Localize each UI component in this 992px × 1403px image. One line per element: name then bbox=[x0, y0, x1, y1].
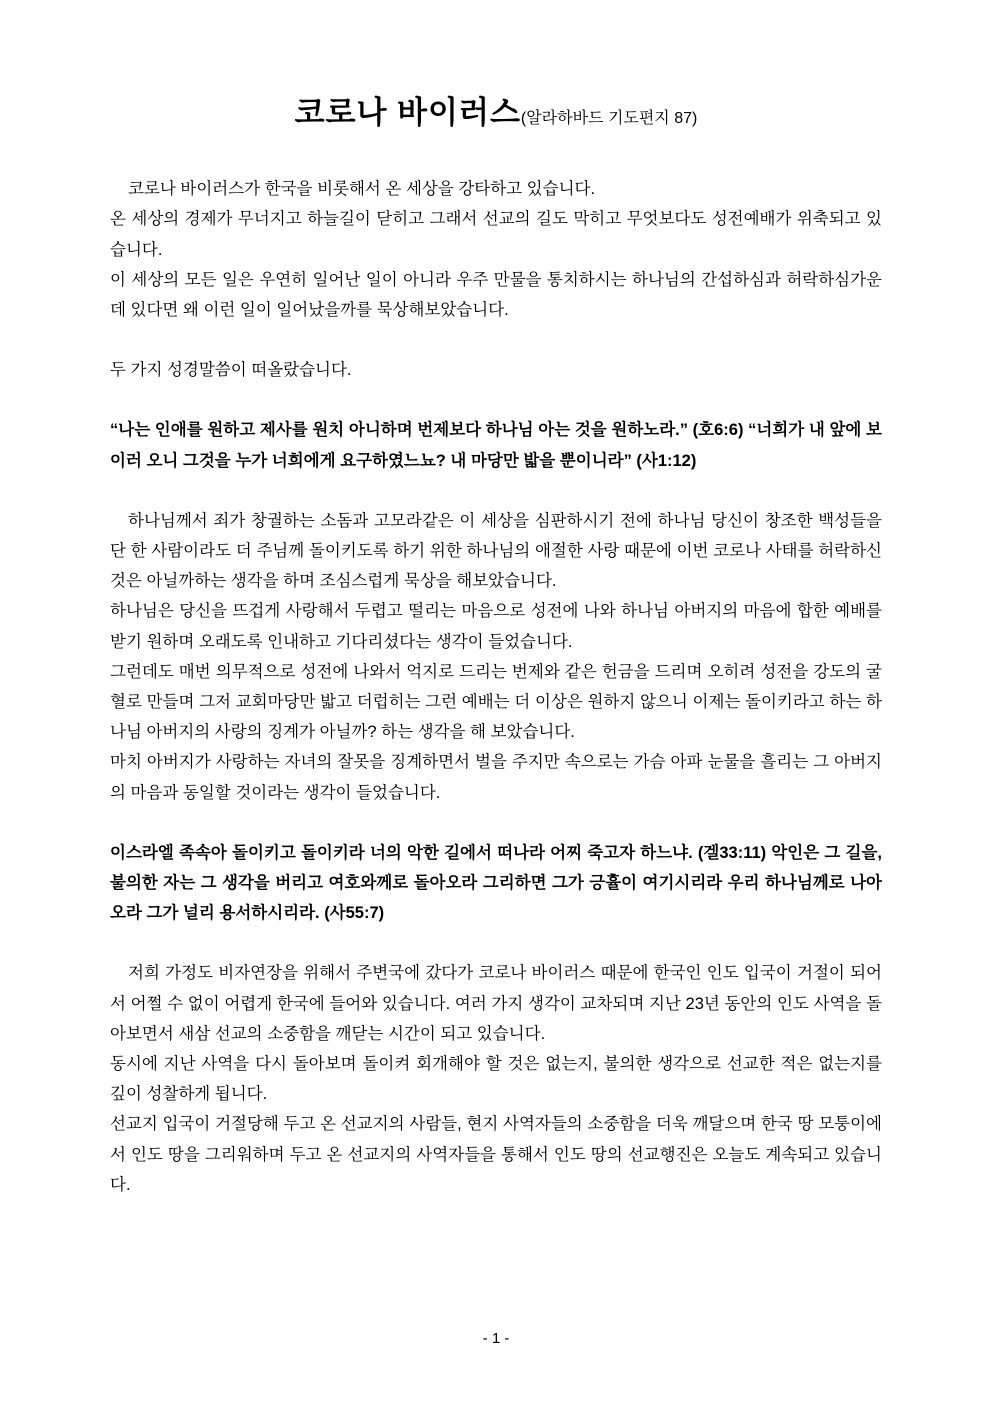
paragraph-5: 하나님께서 죄가 창궐하는 소돔과 고모라같은 이 세상을 심판하시기 전에 하나님 당신이 창조한 백성들을 단 한 사람이라도 더 주님께 돌이키도록 하기 위한 하나님의 애절한 사랑 때문에 이번 코로나 사태를 허락하신 것은 아닐까하는 생각을 하며 조심스럽게 묵상을 해보았습니다. bbox=[110, 511, 882, 591]
page-number-footer: - 1 - bbox=[482, 1330, 510, 1347]
paragraph-3: 이 세상의 모든 일은 우연히 일어난 일이 아니라 우주 만물을 통치하시는 하나님의 간섭하심과 허락하심가운데 있다면 왜 이런 일이 일어났을까를 묵상해보았습니다. bbox=[110, 270, 882, 319]
paragraph-7: 그런데도 매번 의무적으로 성전에 나와서 억지로 드리는 번제와 같은 헌금을 드리며 오히려 성전을 강도의 굴혈로 만들며 그저 교회마당만 밟고 더럽히는 그런 예배는 더 이상은 원하지 않으니 이제는 돌이키라고 하는 하나님 아버지의 사랑의 징계가 아닐까? 하는 생각을 해 보았습니다. bbox=[110, 662, 882, 742]
page-title bbox=[110, 96, 882, 130]
spacer-2 bbox=[110, 385, 882, 415]
paragraph-10: 동시에 지난 사역을 다시 돌아보며 돌이켜 회개해야 할 것은 없는지, 불의한 생각으로 선교한 적은 없는지를 깊이 성찰하게 됩니다. bbox=[110, 1054, 882, 1104]
paragraph-9: 저희 가정도 비자연장을 위해서 주변국에 갔다가 코로나 바이러스 때문에 한국인 인도 입국이 거절이 되어서 어쩔 수 없이 어렵게 한국에 들어와 있습니다. 여러 가지 생각이 교차되며 지난 23년 동안의 인도 사역을 돌아보면서 새삼 선교의 소중함을 깨닫는 시간이 되고 있습니다. bbox=[110, 964, 882, 1043]
page-title-subtitle: (알라하바드 기도편지 87) bbox=[520, 110, 698, 127]
scripture-quote-1: “나는 인애를 원하고 제사를 원치 아니하며 번제보다 하나님 아는 것을 원하노라.” (호6:6) “너희가 내 앞에 보이러 오니 그것을 누가 너희에게 요구하였느뇨? 내 마당만 밟을 뿐이니라” (사1:12) bbox=[110, 421, 882, 470]
paragraph-6: 하나님은 당신을 뜨겁게 사랑해서 두렵고 떨리는 마음으로 성전에 나와 하나님 아버지의 마음에 합한 예배를 받기 원하며 오래도록 인내하고 기다리셨다는 생각이 들었습니다. bbox=[110, 602, 882, 651]
paragraph-2: 온 세상의 경제가 무너지고 하늘길이 닫히고 그래서 선교의 길도 막히고 무엇보다도 성전예배가 위축되고 있습니다. bbox=[110, 210, 882, 259]
spacer-5 bbox=[110, 928, 882, 958]
paragraph-8: 마치 아버지가 사랑하는 자녀의 잘못을 징계하면서 벌을 주지만 속으로는 가슴 아파 눈물을 흘리는 그 아버지의 마음과 동일할 것이라는 생각이 들었습니다. bbox=[110, 753, 882, 802]
paragraph-4: 두 가지 성경말씀이 떠올랐습니다. bbox=[110, 361, 352, 380]
spacer-3 bbox=[110, 476, 882, 506]
spacer-4 bbox=[110, 808, 882, 838]
paragraph-1: 코로나 바이러스가 한국을 비롯해서 온 세상을 강타하고 있습니다. bbox=[128, 180, 596, 199]
page-title-main: 코로나 바이러스 bbox=[294, 95, 521, 130]
spacer-1 bbox=[110, 325, 882, 355]
document-body bbox=[110, 96, 882, 1200]
scripture-quote-2: 이스라엘 족속아 돌이키고 돌이키라 너의 악한 길에서 떠나라 어찌 죽고자 하느냐. (겔33:11) 악인은 그 길을, 불의한 자는 그 생각을 버리고 여호와께로 돌아오라 그리하면 그가 긍휼이 여기시리라 우리 하나님께로 나아오라 그가 널리 용서하시리라. (사55:7) bbox=[110, 843, 882, 923]
paragraph-11: 선교지 입국이 거절당해 두고 온 선교지의 사람들, 현지 사역자들의 소중함을 더욱 깨달으며 한국 땅 모퉁이에서 인도 땅을 그리워하며 두고 온 선교지의 사역자들을 통해서 인도 땅의 선교행진은 오늘도 계속되고 있습니다. bbox=[110, 1115, 882, 1194]
